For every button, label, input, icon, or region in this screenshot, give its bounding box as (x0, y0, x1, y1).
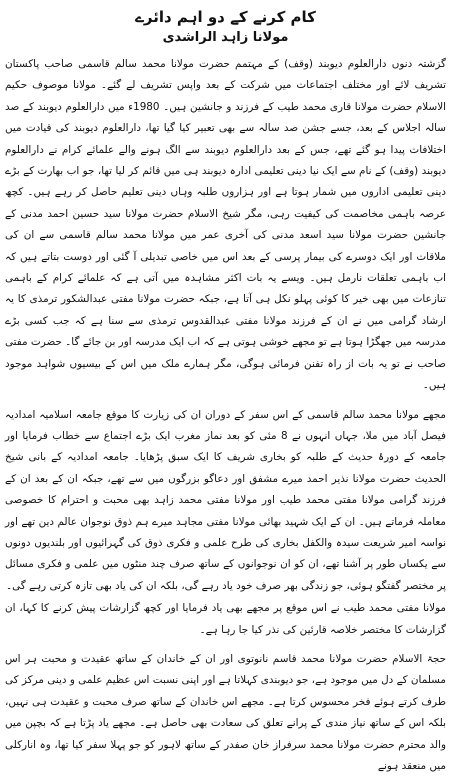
paragraph-gap (5, 641, 446, 649)
article-title: کام کرنے کے دو اہم دائرے (135, 8, 316, 26)
article-paragraph-1: گزشتہ دنوں دارالعلوم دیوبند (وقف) کے مہتمم حضرت مولانا محمد سالم قاسمی صاحب پاکستان تشریف لائے اور مختلف اجتماعات میں شرکت کے بعد واپس تشریف لے گئے۔ مولانا موصوف حکیم الاسلام حضرت مولانا قاری محمد طیب کے فرزند و جانشین ہیں۔ 1980ء میں دارالعلوم دیوبند کے صد سالہ اجلاس کے بعد، جسے جشن صد سالہ سے بھی تعبیر کیا گیا تھا، دارالعلوم دیوبند کی قیادت میں اختلافات پیدا ہو گئے تھے، جس کے بعد دارالعلوم دیوبند سے الگ ہونے والے علمائے کرام نے دارالعلوم دیوبند (وقف) کے نام سے ایک نیا دینی تعلیمی ادارہ دیوبند ہی میں قائم کر لیا تھا، جو اب بھارت کے بڑے دینی تعلیمی اداروں میں شمار ہوتا ہے اور ہزاروں طلبہ وہاں دینی تعلیم حاصل کر رہے ہیں۔ کچھ عرصہ باہمی مخاصمت کی کیفیت رہی، مگر شیخ الاسلام حضرت مولانا سید حسین احمد مدنی کے جانشین حضرت مولانا سید اسعد مدنی کی آخری عمر میں مولانا محمد سالم قاسمی سے ان کی ملاقات اور ایک دوسرے کی بیمار پرسی کے بعد اس میں خاصی تبدیلی آ گئی اور دوست بتاتے ہیں کہ اب باہمی تعلقات نارمل ہیں۔ ویسے یہ بات اکثر مشاہدہ میں آتی ہے کہ علمائے کرام کے باہمی تنازعات میں بھی خیر کا کوئی پہلو نکل ہی آتا ہے، جبکہ حضرت مولانا مفتی عبدالشکور ترمذی کا یہ ارشاد گرامی میں نے ان کے فرزند مولانا مفتی عبدالقدوس ترمذی سے سنا ہے کہ جب کسی بڑے مدرسہ میں جھگڑا ہوتا ہے تو مجھے خوشی ہوتی ہے کہ اب ایک مدرسہ اور بن جائے گا۔ حضرت مفتی صاحب نے تو یہ بات از راہ تفنن فرمائی ہوگی، مگر ہمارے ملک میں اس کے بیسیوں شواہد موجود ہیں۔ (5, 58, 447, 392)
article-author: مولانا زاہد الراشدی (162, 30, 289, 45)
article-paragraph-2: مجھے مولانا محمد سالم قاسمی کے اس سفر کے دوران ان کی زیارت کا موقع جامعہ اسلامیہ امدادیہ فیصل آباد میں ملا، جہاں انہوں نے 8 مئی کو بعد نماز مغرب ایک بڑے اجتماع سے خطاب فرمایا اور جامعہ کے دورۂ حدیث کے طلبہ کو بخاری شریف کا ایک سبق پڑھایا۔ جامعہ امدادیہ کے بانی شیخ الحدیث حضرت مولانا نذیر احمد میرے مشفق اور دعاگو بزرگوں میں سے تھے، جبکہ ان کے بعد ان کے فرزند گرامی مولانا مفتی محمد طیب اور مولانا مفتی محمد زاہد بھی محبت و احترام کا خصوصی معاملہ فرماتے ہیں۔ ان کے ایک شہید بھائی مولانا مفتی مجاہد میرے ہم ذوق نوجوان عالم دین تھے اور نواسہ امیر شریعت سیدہ والکفل بخاری کی طرح علمی و فکری ذوق کی گہرائیوں اور بلندیوں دونوں سے یکساں طور پر آشنا تھے، ان کو ان نوجوانوں کے ساتھ صرف چند منٹوں میں علمی و فکری مسائل پر مختصر گفتگو ہوئی، جو زندگی بھر صرف خود یاد رہے گی، بلکہ ان کی یاد بھی تازہ کرتی رہے گی۔ (5, 408, 446, 592)
article-paragraph-4: حجۃ الاسلام حضرت مولانا محمد قاسم نانوتوی اور ان کے خاندان کے ساتھ عقیدت و محبت ہر اس مسلمان کے دل میں موجود ہے، جو دیوبندی کہلاتا ہے اور اپنی نسبت اس عظیم علمی و دینی مرکز کی طرف کرتے ہوئے فخر محسوس کرتا ہے۔ مجھے اس خاندان کے ساتھ صرف محبت و عقیدت ہی نہیں، بلکہ اس کے ساتھ نیاز مندی کے پرانے تعلق کی سعادت بھی حاصل ہے۔ مجھے یاد پڑتا ہے کہ بچپن میں والد محترم حضرت مولانا محمد سرفراز خان صفدر کے ساتھ لاہور کو جو پہلا سفر کیا تھا، وہ انارکلی میں منعقد ہونے (5, 652, 446, 772)
paragraph-gap (5, 397, 446, 405)
article-paragraph-3: مولانا مفتی محمد طیب نے اس موقع پر مجھے بھی یاد فرمایا اور کچھ گزارشات پیش کرنے کا کہا، ان گزارشات کا مختصر خلاصہ قارئین کی نذر کیا جا رہا ہے۔ (5, 602, 446, 636)
